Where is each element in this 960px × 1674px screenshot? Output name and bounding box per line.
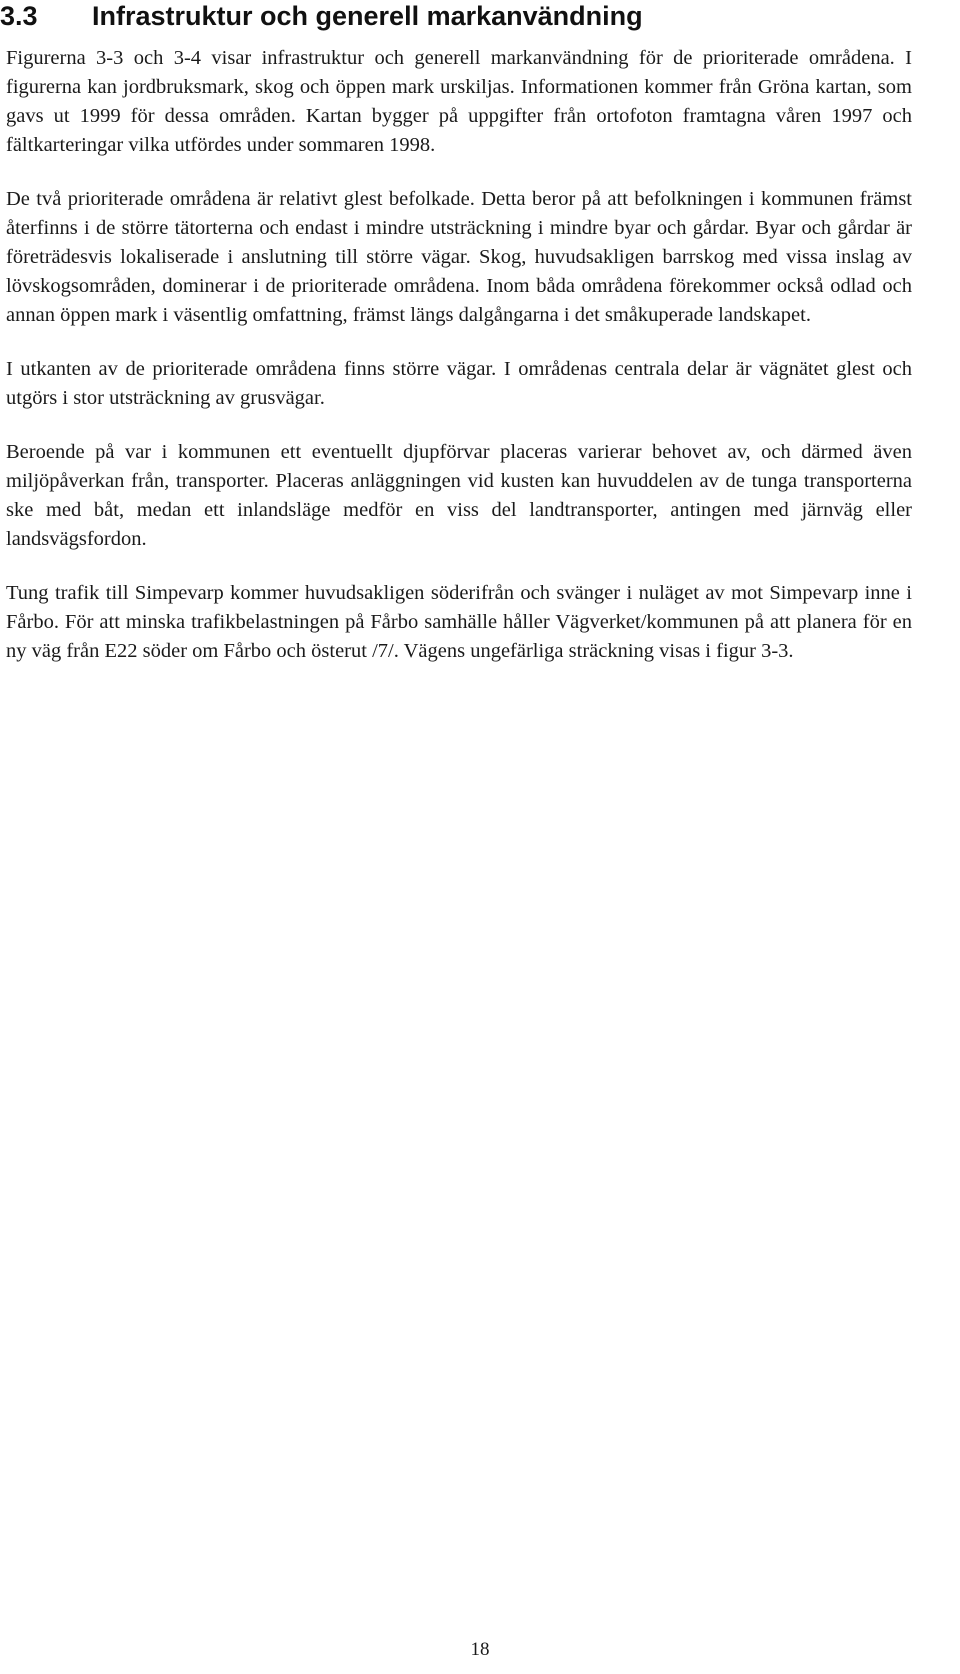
- page-number: 18: [470, 1639, 490, 1660]
- paragraph: Beroende på var i kommunen ett eventuellt djupförvar placeras varierar behovet av, och därmed även miljöpåverkan från, transporter. Placeras anläggningen vid kusten kan huvuddelen av de tunga transporterna ske med båt, medan ett inlandsläge medför en viss del landtransporter, antingen med järnväg eller landsvägsfordon.: [6, 441, 912, 550]
- section-heading: [0, 0, 960, 32]
- body-text: [6, 44, 912, 691]
- paragraph: I utkanten av de prioriterade områdena finns större vägar. I områdenas centrala delar är vägnätet glest och utgörs i stor utsträckning av grusvägar.: [6, 358, 912, 409]
- paragraph: Tung trafik till Simpevarp kommer huvudsakligen söderifrån och svänger i nuläget av mot Simpevarp inne i Fårbo. För att minska trafikbelastningen på Fårbo samhälle håller Vägverket/kommunen på att planera för en ny väg från E22 söder om Fårbo och österut /7/. Vägens ungefärliga sträckning visas i figur 3-3.: [6, 582, 912, 662]
- section-title: Infrastruktur och generell markanvändning: [92, 1, 643, 31]
- section-number: 3.3: [0, 1, 38, 31]
- paragraph: Figurerna 3-3 och 3-4 visar infrastruktur och generell markanvändning för de prioriterade områdena. I figurerna kan jordbruksmark, skog och öppen mark urskiljas. Informationen kommer från Gröna kartan, som gavs ut 1999 för dessa områden. Kartan bygger på uppgifter från ortofoton framtagna våren 1997 och fältkarteringar vilka utfördes under sommaren 1998.: [6, 47, 912, 156]
- paragraph: De två prioriterade områdena är relativt glest befolkade. Detta beror på att befolkningen i kommunen främst återfinns i de större tätorterna och endast i mindre utsträckning i mindre byar och gårdar. Byar och gårdar är företrädesvis lokaliserade i anslutning till större vägar. Skog, huvudsakligen barrskog med vissa inslag av lövskogsområden, dominerar i de prioriterade områdena. Inom båda områdena förekommer också odlad och annan öppen mark i väsentlig omfattning, främst längs dalgångarna i det småkuperade landskapet.: [6, 188, 912, 326]
